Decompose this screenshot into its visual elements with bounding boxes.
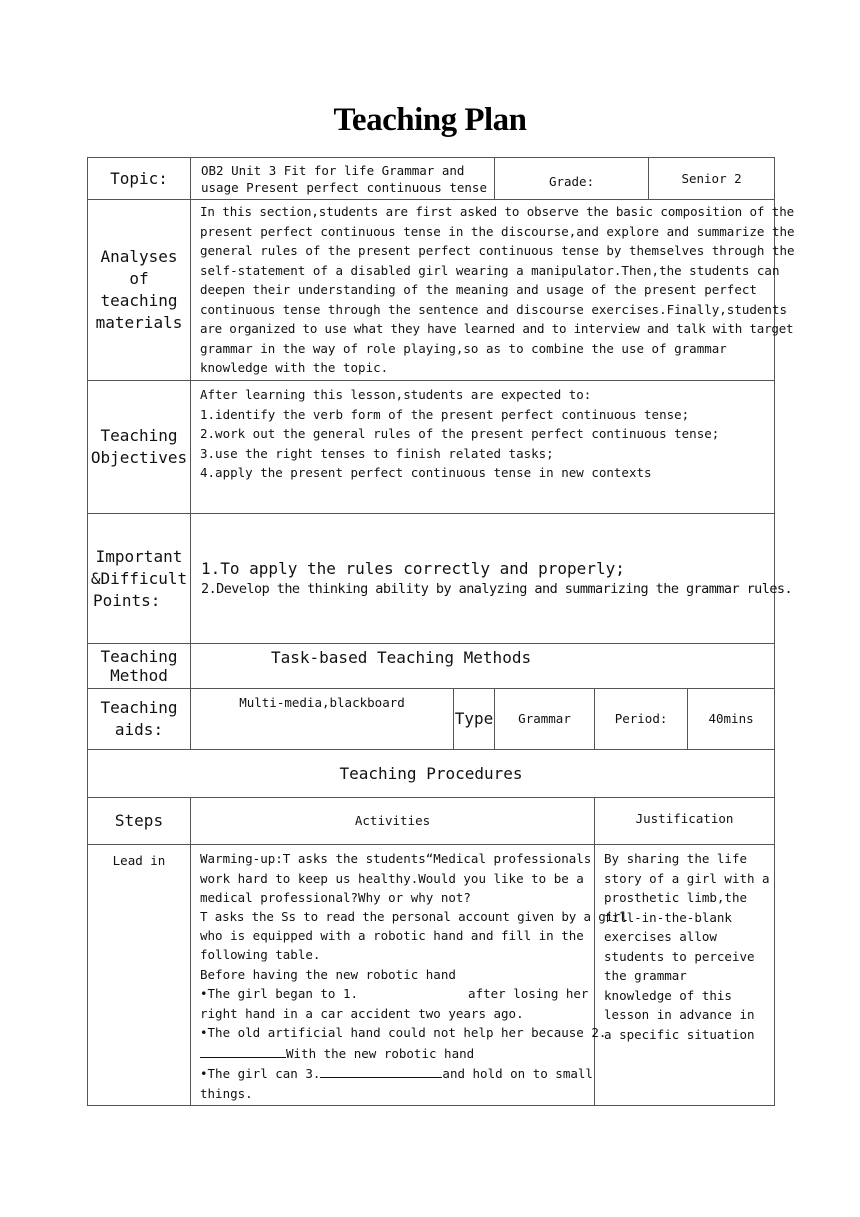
activity-line: work hard to keep us healthy.Would you like to be a (200, 870, 584, 886)
justification-line: students to perceive (604, 948, 755, 964)
grade-label: Grade: (495, 158, 649, 200)
activity-line: Warming-up:T asks the students“Medical professionals (200, 851, 592, 866)
objective-line: After learning this lesson,students are expected to: (200, 387, 592, 402)
type-label: Type (454, 689, 495, 750)
topic-label: Topic: (88, 158, 191, 200)
aids-label (88, 689, 191, 750)
activity-text: With the new robotic hand (286, 1045, 475, 1061)
activity-text: and hold on to small (442, 1066, 593, 1081)
analyses-label-line: Analyses of (100, 247, 178, 288)
justification-line: exercises allow (604, 929, 717, 944)
justification-line: By sharing the life (604, 851, 748, 866)
aids-value: Multi-media,blackboard (191, 689, 454, 750)
important-point-line: 1.To apply the rules correctly and properly; (201, 558, 625, 578)
objectives-text (191, 381, 775, 514)
analyses-line: continuous tense through the sentence and discourse exercises.Finally,students (200, 301, 787, 317)
objective-line: 3.use the right tenses to finish related tasks; (200, 445, 554, 461)
objective-line: 1.identify the verb form of the present perfect continuous tense; (200, 406, 690, 422)
analyses-line: self-statement of a disabled girl wearing a manipulator.Then,the students can (200, 262, 780, 278)
lead-in-activities (191, 845, 628, 1106)
aids-label-line: Teaching (100, 698, 178, 717)
procedures-heading: Teaching Procedures (88, 750, 775, 798)
activities-header: Activities (191, 798, 595, 845)
objective-line: 2.work out the general rules of the present perfect continuous tense; (200, 426, 720, 441)
activity-line: T asks the Ss to read the personal account given by a girl (200, 908, 628, 924)
aids-label-line: aids: (114, 720, 164, 739)
important-label-line: &Difficult (90, 568, 188, 588)
activity-text: after losing her (468, 986, 589, 1001)
grade-value: Senior 2 (649, 158, 775, 200)
topic-value (191, 158, 495, 200)
justification-line: the grammar (604, 968, 687, 983)
method-label-line: Method (110, 666, 168, 685)
analyses-label-line: teaching (100, 291, 178, 310)
analyses-label (88, 200, 191, 381)
activity-line (200, 1043, 592, 1064)
lead-in-justification (595, 845, 775, 1106)
method-label-line: Teaching (100, 647, 178, 666)
period-label: Period: (595, 689, 688, 750)
blank-1[interactable] (358, 984, 468, 998)
analyses-text (191, 200, 795, 381)
justification-line: a specific situation (604, 1026, 755, 1042)
blank-3[interactable] (320, 1063, 442, 1078)
activity-line: following table. (200, 947, 321, 962)
important-label-line: Important (95, 546, 183, 566)
procedures-heading-row (88, 750, 775, 798)
justification-header: Justification (595, 798, 775, 845)
analyses-line: knowledge with the topic. (200, 360, 389, 376)
analyses-line: grammar in the way of role playing,so as to combine the use of grammar (200, 340, 727, 356)
objectives-row (88, 381, 775, 514)
activity-line (200, 1063, 592, 1084)
objectives-label (88, 381, 191, 514)
important-label-line: Points: (93, 590, 161, 610)
aids-row (88, 689, 775, 750)
activity-line: things. (200, 1085, 253, 1101)
lead-in-row (88, 845, 775, 1106)
period-value: 40mins (688, 689, 775, 750)
steps-header: Steps (88, 798, 191, 845)
objectives-label-line: Teaching (100, 426, 178, 445)
activity-text: •The girl can 3. (200, 1066, 321, 1081)
activity-line: •The old artificial hand could not help her because 2. (200, 1025, 607, 1040)
analyses-line: In this section,students are first asked to observe the basic composition of the (200, 204, 795, 220)
analyses-label-line: materials (95, 313, 183, 332)
document-title: Teaching Plan (333, 102, 527, 138)
activity-line (200, 984, 592, 1004)
justification-line: knowledge of this (604, 987, 732, 1003)
topic-value-line: usage Present perfect continuous tense (201, 179, 487, 195)
analyses-line: deepen their understanding of the meaning and usage of the present perfect (200, 282, 757, 298)
justification-line: story of a girl with a (604, 870, 770, 886)
justification-line: lesson in advance in (604, 1007, 755, 1022)
topic-row (88, 158, 775, 200)
justification-line: fill-in-the-blank (604, 909, 732, 925)
objectives-label-line: Objectives (90, 448, 188, 467)
important-point-line: 2.Develop the thinking ability by analyzing and summarizing the grammar rules. (201, 580, 793, 597)
activity-text: •The girl began to 1. (200, 986, 359, 1001)
method-value: Task-based Teaching Methods (191, 644, 775, 689)
objective-line: 4.apply the present perfect continuous tense in new contexts (200, 465, 652, 480)
justification-line: prosthetic limb,the (604, 890, 748, 905)
method-row (88, 644, 775, 689)
analyses-line: are organized to use what they have learned and to interview and talk with target (200, 321, 794, 337)
important-points-label (88, 514, 191, 644)
lead-in-step: Lead in (88, 845, 191, 1106)
blank-2[interactable] (200, 1043, 286, 1058)
analyses-line: present perfect continuous tense in the discourse,and explore and summarize the (200, 223, 795, 239)
important-points-row (88, 514, 775, 644)
analyses-row (88, 200, 775, 381)
activity-line: right hand in a car accident two years ago. (200, 1005, 524, 1021)
important-points-text (191, 514, 793, 644)
teaching-plan-table (87, 157, 795, 1106)
topic-value-line: OB2 Unit 3 Fit for life Grammar and (201, 162, 465, 178)
procedures-header-row (88, 798, 775, 845)
type-value: Grammar (495, 689, 595, 750)
activity-line: Before having the new robotic hand (200, 966, 456, 982)
analyses-line: general rules of the present perfect continuous tense by themselves through the (200, 243, 795, 259)
activity-line: medical professional?Why or why not? (200, 890, 471, 905)
activity-line: who is equipped with a robotic hand and fill in the (200, 927, 584, 943)
method-label (88, 644, 191, 689)
